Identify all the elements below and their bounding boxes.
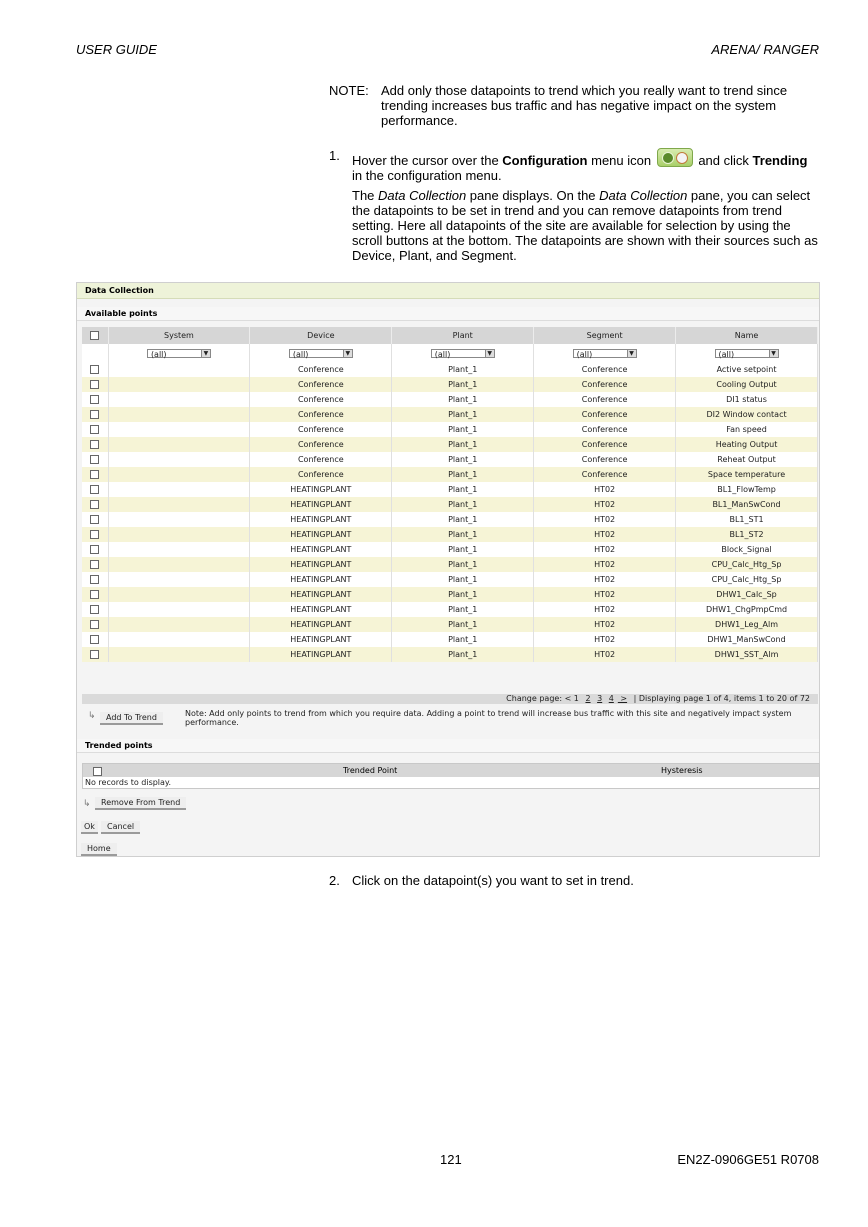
row-checkbox[interactable] bbox=[82, 482, 108, 497]
device-cell: Conference bbox=[250, 452, 392, 467]
name-cell: DHW1_ChgPmpCmd bbox=[676, 602, 818, 617]
table-row[interactable] bbox=[82, 482, 818, 497]
add-to-trend-note: Note: Add only points to trend from which you require data. Adding a point to trend will increase bus traffic with this site and negatively impact system performance. bbox=[185, 709, 792, 727]
system-cell bbox=[108, 362, 250, 377]
segment-cell: Conference bbox=[534, 452, 676, 467]
segment-cell: HT02 bbox=[534, 497, 676, 512]
step-1-text-c: and click bbox=[694, 153, 753, 168]
trended-points-table bbox=[82, 763, 820, 789]
segment-cell: Conference bbox=[534, 392, 676, 407]
row-checkbox[interactable] bbox=[82, 452, 108, 467]
chevron-down-icon: ▼ bbox=[769, 350, 778, 357]
device-cell: Conference bbox=[250, 407, 392, 422]
trended-select-all-checkbox[interactable] bbox=[93, 767, 102, 776]
step-1-p2-a: The bbox=[352, 188, 379, 203]
plant-cell: Plant_1 bbox=[392, 512, 534, 527]
plant-cell: Plant_1 bbox=[392, 362, 534, 377]
plant-cell: Plant_1 bbox=[392, 602, 534, 617]
step-1-text-d: in the configuration menu. bbox=[352, 168, 502, 183]
step-1-bold-trending: Trending bbox=[752, 153, 808, 168]
header-left: USER GUIDE bbox=[76, 42, 157, 57]
step-1-number: 1. bbox=[329, 148, 340, 163]
configuration-menu-icon bbox=[657, 148, 693, 167]
chevron-down-icon: ▼ bbox=[485, 350, 494, 357]
table-row[interactable] bbox=[82, 392, 818, 407]
system-cell bbox=[108, 497, 250, 512]
table-row[interactable] bbox=[82, 512, 818, 527]
row-checkbox[interactable] bbox=[82, 632, 108, 647]
segment-cell: Conference bbox=[534, 377, 676, 392]
name-cell: BL1_ST1 bbox=[676, 512, 818, 527]
pager-page-3[interactable]: 3 bbox=[597, 694, 603, 703]
system-cell bbox=[108, 452, 250, 467]
column-header-system[interactable]: System bbox=[108, 327, 250, 344]
system-cell bbox=[108, 407, 250, 422]
step-2-text: Click on the datapoint(s) you want to set in trend. bbox=[352, 873, 634, 888]
segment-cell: Conference bbox=[534, 467, 676, 482]
row-checkbox[interactable] bbox=[82, 557, 108, 572]
system-cell bbox=[108, 632, 250, 647]
name-cell: DHW1_ManSwCond bbox=[676, 632, 818, 647]
step-1 bbox=[329, 148, 819, 263]
row-checkbox[interactable] bbox=[82, 542, 108, 557]
ok-button[interactable]: Ok bbox=[81, 821, 98, 834]
plant-cell: Plant_1 bbox=[392, 632, 534, 647]
device-cell: HEATINGPLANT bbox=[250, 482, 392, 497]
plant-cell: Plant_1 bbox=[392, 482, 534, 497]
available-points-title: Available points bbox=[77, 307, 819, 321]
no-records-message: No records to display. bbox=[85, 778, 172, 787]
table-row[interactable] bbox=[82, 617, 818, 632]
pager-prefix: Change page: < 1 bbox=[506, 694, 582, 703]
device-cell: HEATINGPLANT bbox=[250, 527, 392, 542]
step-1-text-a: Hover the cursor over the bbox=[352, 153, 503, 168]
segment-cell: HT02 bbox=[534, 542, 676, 557]
plant-cell: Plant_1 bbox=[392, 557, 534, 572]
step-1-p2-italic-1: Data Collection bbox=[378, 188, 467, 203]
arrow-icon: ↳ bbox=[88, 711, 96, 721]
chevron-down-icon: ▼ bbox=[201, 350, 210, 357]
name-cell: Reheat Output bbox=[676, 452, 818, 467]
add-to-trend-button[interactable]: Add To Trend bbox=[100, 712, 163, 725]
step-1-text-b: menu icon bbox=[587, 153, 655, 168]
row-checkbox[interactable] bbox=[82, 587, 108, 602]
segment-cell: Conference bbox=[534, 362, 676, 377]
step-1-p2-italic-2: Data Collection bbox=[599, 188, 688, 203]
plant-cell: Plant_1 bbox=[392, 617, 534, 632]
system-cell bbox=[108, 542, 250, 557]
row-checkbox[interactable] bbox=[82, 422, 108, 437]
segment-cell: Conference bbox=[534, 422, 676, 437]
system-cell bbox=[108, 482, 250, 497]
add-to-trend-row bbox=[82, 708, 818, 730]
name-cell: CPU_Calc_Htg_Sp bbox=[676, 557, 818, 572]
system-cell bbox=[108, 512, 250, 527]
step-1-para-2 bbox=[352, 188, 819, 263]
row-checkbox[interactable] bbox=[82, 467, 108, 482]
plant-cell: Plant_1 bbox=[392, 422, 534, 437]
plant-cell: Plant_1 bbox=[392, 377, 534, 392]
device-cell: HEATINGPLANT bbox=[250, 572, 392, 587]
column-header-trended-point[interactable]: Trended Point bbox=[343, 766, 398, 775]
table-row[interactable] bbox=[82, 602, 818, 617]
device-cell: HEATINGPLANT bbox=[250, 557, 392, 572]
name-cell: BL1_ST2 bbox=[676, 527, 818, 542]
segment-filter-select[interactable]: (all) ▼ bbox=[573, 349, 637, 358]
system-cell bbox=[108, 527, 250, 542]
row-checkbox[interactable] bbox=[82, 647, 108, 662]
pager-page-2[interactable]: 2 bbox=[585, 694, 591, 703]
row-checkbox[interactable] bbox=[82, 497, 108, 512]
system-cell bbox=[108, 647, 250, 662]
column-header-device[interactable]: Device bbox=[250, 327, 392, 344]
remove-from-trend-button[interactable]: Remove From Trend bbox=[95, 797, 186, 810]
table-row[interactable] bbox=[82, 527, 818, 542]
table-row[interactable] bbox=[82, 587, 818, 602]
system-filter-select[interactable]: (all) ▼ bbox=[147, 349, 211, 358]
page-number: 121 bbox=[440, 1152, 462, 1167]
device-cell: HEATINGPLANT bbox=[250, 542, 392, 557]
table-row[interactable] bbox=[82, 452, 818, 467]
device-cell: Conference bbox=[250, 377, 392, 392]
table-row[interactable] bbox=[82, 362, 818, 377]
table-row[interactable] bbox=[82, 437, 818, 452]
table-row[interactable] bbox=[82, 407, 818, 422]
name-cell: Heating Output bbox=[676, 437, 818, 452]
table-row[interactable] bbox=[82, 542, 818, 557]
step-1-p2-b: pane displays. On the bbox=[466, 188, 600, 203]
row-checkbox[interactable] bbox=[82, 377, 108, 392]
device-cell: Conference bbox=[250, 467, 392, 482]
system-cell bbox=[108, 617, 250, 632]
note-text: Add only those datapoints to trend which you really want to trend since trending increases bus traffic and has negative impact on the system performance. bbox=[381, 83, 788, 128]
name-cell: Cooling Output bbox=[676, 377, 818, 392]
device-cell: Conference bbox=[250, 437, 392, 452]
system-cell bbox=[108, 572, 250, 587]
plant-filter-select[interactable]: (all) ▼ bbox=[431, 349, 495, 358]
system-cell bbox=[108, 602, 250, 617]
segment-cell: HT02 bbox=[534, 602, 676, 617]
name-cell: Space temperature bbox=[676, 467, 818, 482]
device-filter-select[interactable]: (all) ▼ bbox=[289, 349, 353, 358]
segment-cell: HT02 bbox=[534, 632, 676, 647]
device-cell: HEATINGPLANT bbox=[250, 587, 392, 602]
plant-cell: Plant_1 bbox=[392, 437, 534, 452]
system-cell bbox=[108, 392, 250, 407]
name-cell: BL1_FlowTemp bbox=[676, 482, 818, 497]
table-row[interactable] bbox=[82, 422, 818, 437]
segment-cell: Conference bbox=[534, 407, 676, 422]
plant-cell: Plant_1 bbox=[392, 407, 534, 422]
step-2-number: 2. bbox=[329, 873, 340, 888]
plant-cell: Plant_1 bbox=[392, 647, 534, 662]
pane-title: Data Collection bbox=[77, 283, 819, 299]
segment-cell: HT02 bbox=[534, 647, 676, 662]
pager bbox=[82, 694, 818, 704]
column-header-plant[interactable]: Plant bbox=[392, 327, 534, 344]
name-cell: Fan speed bbox=[676, 422, 818, 437]
name-cell: Block_Signal bbox=[676, 542, 818, 557]
segment-cell: HT02 bbox=[534, 587, 676, 602]
name-cell: Active setpoint bbox=[676, 362, 818, 377]
plant-cell: Plant_1 bbox=[392, 467, 534, 482]
data-collection-screenshot bbox=[76, 282, 820, 857]
table-row[interactable] bbox=[82, 467, 818, 482]
name-cell: DHW1_Leg_Alm bbox=[676, 617, 818, 632]
document-number: EN2Z-0906GE51 R0708 bbox=[677, 1152, 819, 1167]
device-cell: HEATINGPLANT bbox=[250, 602, 392, 617]
chevron-down-icon: ▼ bbox=[343, 350, 352, 357]
pager-info: | Displaying page 1 of 4, items 1 to 20 of 72 bbox=[633, 694, 810, 703]
cancel-button[interactable]: Cancel bbox=[101, 821, 140, 834]
device-cell: HEATINGPLANT bbox=[250, 647, 392, 662]
system-cell bbox=[108, 437, 250, 452]
step-1-p2-c: pane, you can select the datapoints to be set in trend and you can remove datapoints from trend setting. Here all datapoints of the site are available for selection by using the scroll buttons at the bottom. The datapoints are shown with their sources such as Device, Plant, and Segment. bbox=[352, 188, 818, 263]
name-cell: CPU_Calc_Htg_Sp bbox=[676, 572, 818, 587]
device-cell: HEATINGPLANT bbox=[250, 617, 392, 632]
row-checkbox[interactable] bbox=[82, 437, 108, 452]
row-checkbox[interactable] bbox=[82, 392, 108, 407]
system-cell bbox=[108, 422, 250, 437]
step-1-bold-configuration: Configuration bbox=[502, 153, 588, 168]
plant-cell: Plant_1 bbox=[392, 392, 534, 407]
column-header-hysteresis[interactable]: Hysteresis bbox=[661, 766, 703, 775]
plant-cell: Plant_1 bbox=[392, 452, 534, 467]
name-cell: DI2 Window contact bbox=[676, 407, 818, 422]
segment-cell: HT02 bbox=[534, 572, 676, 587]
table-row[interactable] bbox=[82, 377, 818, 392]
row-checkbox[interactable] bbox=[82, 362, 108, 377]
system-cell bbox=[108, 467, 250, 482]
table-row[interactable] bbox=[82, 632, 818, 647]
pager-page-4[interactable]: 4 bbox=[608, 694, 614, 703]
chevron-down-icon: ▼ bbox=[627, 350, 636, 357]
table-row[interactable] bbox=[82, 557, 818, 572]
plant-cell: Plant_1 bbox=[392, 497, 534, 512]
segment-cell: HT02 bbox=[534, 527, 676, 542]
row-checkbox[interactable] bbox=[82, 602, 108, 617]
name-cell: DHW1_SST_Alm bbox=[676, 647, 818, 662]
segment-cell: HT02 bbox=[534, 617, 676, 632]
trended-table-header bbox=[83, 764, 819, 777]
plant-cell: Plant_1 bbox=[392, 527, 534, 542]
device-cell: Conference bbox=[250, 392, 392, 407]
row-checkbox[interactable] bbox=[82, 512, 108, 527]
name-cell: DI1 status bbox=[676, 392, 818, 407]
device-cell: Conference bbox=[250, 362, 392, 377]
table-row[interactable] bbox=[82, 647, 818, 662]
segment-cell: HT02 bbox=[534, 557, 676, 572]
column-header-segment[interactable]: Segment bbox=[534, 327, 676, 344]
name-filter-select[interactable]: (all) ▼ bbox=[715, 349, 779, 358]
plant-cell: Plant_1 bbox=[392, 542, 534, 557]
segment-cell: Conference bbox=[534, 437, 676, 452]
device-cell: HEATINGPLANT bbox=[250, 512, 392, 527]
device-cell: HEATINGPLANT bbox=[250, 632, 392, 647]
row-checkbox[interactable] bbox=[82, 572, 108, 587]
name-cell: DHW1_Calc_Sp bbox=[676, 587, 818, 602]
plant-cell: Plant_1 bbox=[392, 572, 534, 587]
system-cell bbox=[108, 557, 250, 572]
device-cell: HEATINGPLANT bbox=[250, 497, 392, 512]
system-cell bbox=[108, 587, 250, 602]
row-checkbox[interactable] bbox=[82, 407, 108, 422]
header-right: ARENA/ RANGER bbox=[711, 42, 819, 57]
note-block bbox=[329, 83, 819, 128]
device-cell: Conference bbox=[250, 422, 392, 437]
row-checkbox[interactable] bbox=[82, 527, 108, 542]
system-cell bbox=[108, 377, 250, 392]
pager-next[interactable]: > bbox=[617, 694, 628, 703]
segment-cell: HT02 bbox=[534, 482, 676, 497]
home-button[interactable]: Home bbox=[81, 843, 117, 856]
table-row[interactable] bbox=[82, 572, 818, 587]
arrow-icon: ↳ bbox=[83, 799, 91, 809]
step-2 bbox=[329, 873, 819, 888]
segment-cell: HT02 bbox=[534, 512, 676, 527]
trended-points-title: Trended points bbox=[77, 739, 819, 753]
available-points-table bbox=[82, 327, 818, 662]
column-header-name[interactable]: Name bbox=[676, 327, 818, 344]
table-row[interactable] bbox=[82, 497, 818, 512]
name-cell: BL1_ManSwCond bbox=[676, 497, 818, 512]
note-label: NOTE: bbox=[329, 83, 369, 98]
step-1-para-1 bbox=[352, 148, 819, 183]
row-checkbox[interactable] bbox=[82, 617, 108, 632]
filter-row bbox=[82, 344, 818, 362]
select-all-checkbox[interactable] bbox=[82, 327, 108, 344]
plant-cell: Plant_1 bbox=[392, 587, 534, 602]
